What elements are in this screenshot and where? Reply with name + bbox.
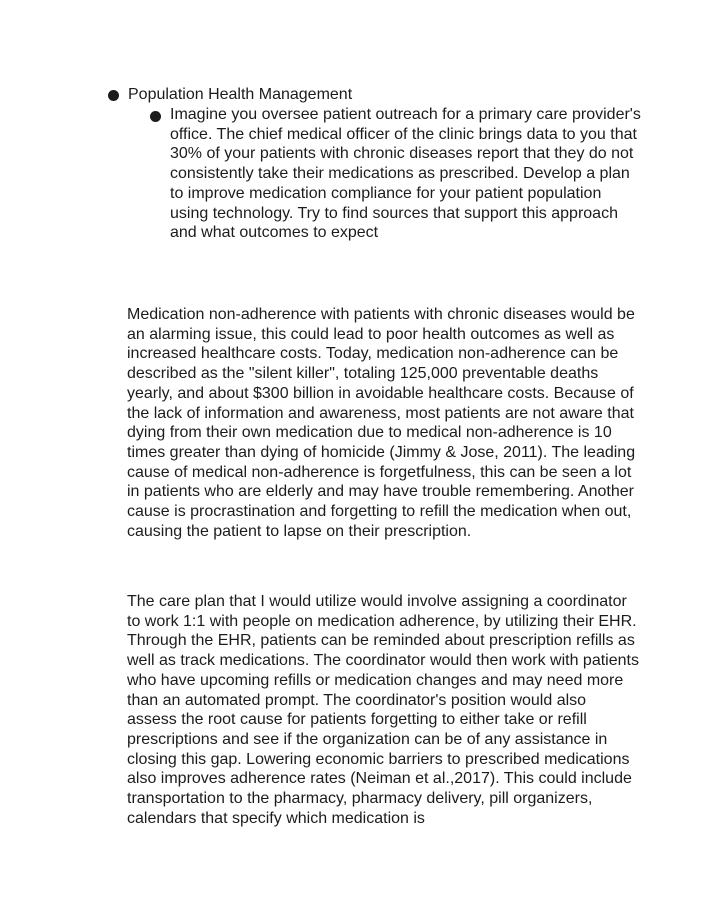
- assignment-prompt: Imagine you oversee patient outreach for a primary care provider's office. The chief medical officer of the clinic brings data to you that 30% of your patients with chronic diseases report that they do not consistently take their medications as prescribed. Develop a plan to improve medication compliance for your patient population using technology. Try to find sources that support this approach and what outcomes to expect: [170, 106, 641, 242]
- outline-heading: Population Health Management: [128, 86, 353, 103]
- body-paragraph-1: Medication non-adherence with patients with chronic diseases would be an alarming issue, this could lead to poor health outcomes as well as increased healthcare costs. Today, medication non-adherence can be described as the "silent killer", totaling 125,000 preventable deaths yearly, and about $300 billion in avoidable healthcare costs. Because of the lack of information and awareness, most patients are not aware that dying from their own medication due to medical non-adherence is 10 times greater than dying of homicide (Jimmy & Jose, 2011). The leading cause of medical non-adherence is forgetfulness, this can be seen a lot in patients who are elderly and may have trouble remembering. Another cause is procrastination and forgetting to refill the medication when out, causing the patient to lapse on their prescription.: [127, 306, 636, 540]
- bullet-icon: [108, 90, 119, 101]
- body-paragraph-2: The care plan that I would utilize would involve assigning a coordinator to work 1:1 with people on medication adherence, by utilizing their EHR. Through the EHR, patients can be reminded about prescription refills as well as track medications. The coordinator would then work with patients who have upcoming refills or medication changes and may need more than an automated prompt. The coordinator's position would also assess the root cause for patients forgetting to either take or refill prescriptions and see if the organization can be of any assistance in closing this gap. Lowering economic barriers to prescribed medications also improves adherence rates (Neiman et al.,2017). This could include transportation to the pharmacy, pharmacy delivery, pill organizers, calendars that specify which medication is: [127, 593, 639, 827]
- bullet-icon: [150, 111, 161, 122]
